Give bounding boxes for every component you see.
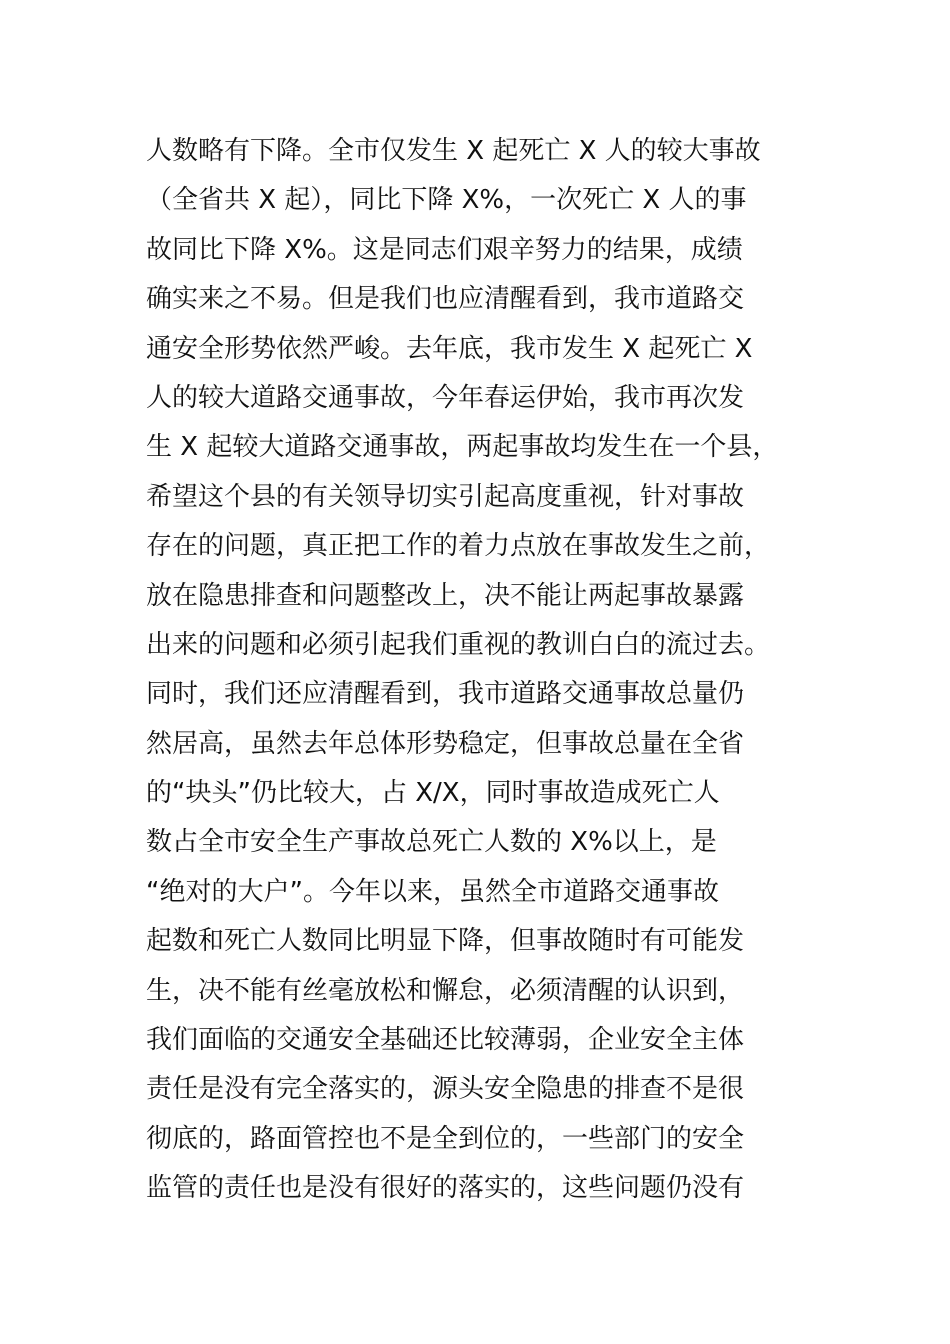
text-line: 彻底的，路面管控也不是全到位的，一些部门的安全 bbox=[146, 1123, 745, 1154]
text-line: 责任是没有完全落实的，源头安全隐患的排查不是很 bbox=[146, 1074, 745, 1105]
text-line: 人的较大道路交通事故，今年春运伊始，我市再次发 bbox=[146, 382, 745, 413]
text-line: 的“块头”仍比较大，占 X/X，同时事故造成死亡人 bbox=[146, 778, 720, 809]
body-text bbox=[146, 127, 826, 1214]
text-line: （全省共 X 起），同比下降 X%，一次死亡 X 人的事 bbox=[146, 185, 747, 216]
text-line: 生，决不能有丝毫放松和懈怠，必须清醒的认识到， bbox=[146, 975, 745, 1006]
text-line: 确实来之不易。但是我们也应清醒看到，我市道路交 bbox=[146, 284, 745, 315]
text-line: 放在隐患排查和问题整改上，决不能让两起事故暴露 bbox=[146, 580, 745, 611]
text-line: 我们面临的交通安全基础还比较薄弱，企业安全主体 bbox=[146, 1025, 745, 1056]
text-line: 人数略有下降。全市仅发生 X 起死亡 X 人的较大事故 bbox=[146, 136, 761, 166]
text-line: 通安全形势依然严峻。去年底，我市发生 X 起死亡 X bbox=[146, 333, 753, 364]
text-line: 监管的责任也是没有很好的落实的，这些问题仍没有 bbox=[146, 1173, 745, 1204]
text-line: “绝对的大户”。今年以来，虽然全市道路交通事故 bbox=[146, 876, 719, 907]
text-line: 数占全市安全生产事故总死亡人数的 X%以上，是 bbox=[146, 827, 717, 858]
text-line: 生 X 起较大道路交通事故，两起事故均发生在一个县， bbox=[146, 432, 779, 463]
text-line: 然居高，虽然去年总体形势稳定，但事故总量在全省 bbox=[146, 728, 745, 759]
text-line: 存在的问题，真正把工作的着力点放在事故发生之前， bbox=[146, 531, 771, 562]
text-line: 同时，我们还应清醒看到，我市道路交通事故总量仍 bbox=[146, 679, 745, 710]
text-line: 起数和死亡人数同比明显下降，但事故随时有可能发 bbox=[146, 926, 745, 957]
text-line: 希望这个县的有关领导切实引起高度重视，针对事故 bbox=[146, 481, 745, 512]
text-line: 故同比下降 X%。这是同志们艰辛努力的结果，成绩 bbox=[146, 234, 743, 265]
text-line: 出来的问题和必须引起我们重视的教训白白的流过去。 bbox=[146, 629, 771, 660]
